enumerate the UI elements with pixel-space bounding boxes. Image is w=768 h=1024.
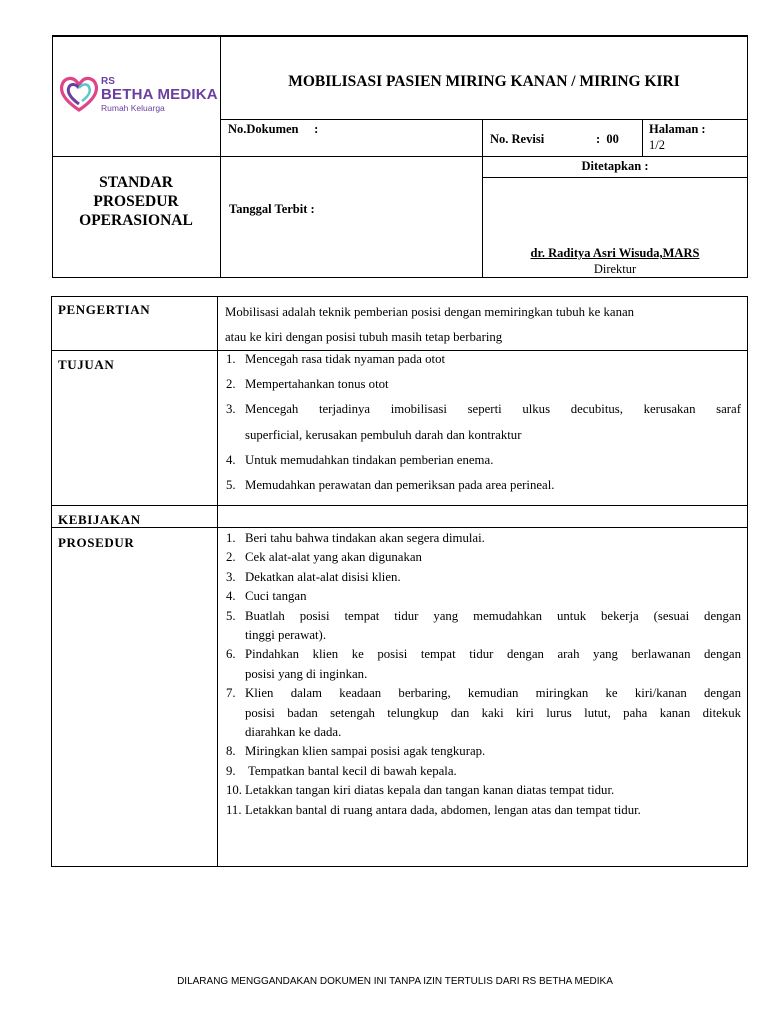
tujuan-item-1: Mencegah rasa tidak nyaman pada otot <box>245 352 446 366</box>
tujuan-num-2: 2. <box>226 377 236 391</box>
prosedur-num-2: 2. <box>226 550 236 565</box>
prosedur-num-4: 4. <box>226 589 236 604</box>
director-title: Direktur <box>593 262 637 276</box>
sop-line-3: OPERASIONAL <box>79 212 193 229</box>
heart-logo-icon <box>58 74 100 114</box>
prosedur-item-1: Beri tahu bahwa tindakan akan segera dimulai. <box>245 531 485 545</box>
hospital-logo <box>58 72 218 116</box>
sop-heading <box>52 173 220 230</box>
tujuan-label: TUJUAN <box>58 357 115 372</box>
prosedur-item-7: Klien dalam keadaan berbaring, kemudian miringkan ke kiri/kanan dengan <box>245 686 741 701</box>
pengertian-label: PENGERTIAN <box>58 302 151 317</box>
tanggal-terbit-label: Tanggal Terbit : <box>229 202 315 216</box>
prosedur-item-11: Letakkan bantal di ruang antara dada, abdomen, lengan atas dan tempat tidur. <box>245 802 641 817</box>
document-title: MOBILISASI PASIEN MIRING KANAN / MIRING KIRI <box>288 73 680 90</box>
director-name: dr. Raditya Asri Wisuda,MARS <box>530 246 700 260</box>
prosedur-num-5: 5. <box>226 608 236 623</box>
prosedur-item-4: Cuci tangan <box>245 589 307 604</box>
prosedur-num-11: 11. <box>226 802 242 817</box>
kebijakan-label: KEBIJAKAN <box>58 512 141 527</box>
sop-line-1: STANDAR <box>99 174 173 191</box>
no-dokumen-label: No.Dokumen : <box>228 122 319 136</box>
halaman-label: Halaman : <box>649 122 706 136</box>
tujuan-num-3: 3. <box>226 402 236 416</box>
tujuan-item-3-cont: superficial, kerusakan pembuluh darah dan kontraktur <box>245 428 522 442</box>
sop-line-2: PROSEDUR <box>93 193 179 210</box>
prosedur-item-7-cont: posisi badan setengah telungkup dan kaki kiri lurus lutut, paha kanan ditekuk <box>245 705 741 720</box>
pengertian-text-line-2: atau ke kiri dengan posisi tubuh masih tetap berbaring <box>225 330 503 344</box>
tujuan-item-3: Mencegah terjadinya imobilisasi seperti ulkus decubitus, kerusakan saraf <box>245 402 741 416</box>
prosedur-num-8: 8. <box>226 744 236 759</box>
prosedur-label: PROSEDUR <box>58 535 135 550</box>
pengertian-text-line-1: Mobilisasi adalah teknik pemberian posisi dengan memiringkan tubuh ke kanan <box>225 305 635 319</box>
prosedur-item-8: Miringkan klien sampai posisi agak tengkurap. <box>245 744 486 759</box>
prosedur-item-5: Buatlah posisi tempat tidur yang memudahkan untuk bekerja (sesuai dengan <box>245 608 741 623</box>
prosedur-item-3: Dekatkan alat-alat disisi klien. <box>245 569 401 584</box>
tujuan-num-5: 5. <box>226 478 236 492</box>
logo-rs-text: RS <box>101 76 115 87</box>
prosedur-num-10: 10. <box>226 783 242 798</box>
tujuan-item-4: Untuk memudahkan tindakan pemberian enema. <box>245 453 494 467</box>
prosedur-num-1: 1. <box>226 531 236 545</box>
prosedur-num-7: 7. <box>226 686 236 701</box>
tujuan-item-5: Memudahkan perawatan dan pemeriksan pada area perineal. <box>245 478 555 492</box>
logo-name-text: BETHA MEDIKA <box>101 86 218 103</box>
ditetapkan-label: Ditetapkan : <box>581 159 649 173</box>
no-revisi-label: No. Revisi <box>490 132 545 146</box>
logo-tagline-text: Rumah Keluarga <box>101 103 165 113</box>
tujuan-item-2: Mempertahankan tonus otot <box>245 377 389 391</box>
prosedur-item-5-cont: tinggi perawat). <box>245 628 327 642</box>
tujuan-num-1: 1. <box>226 352 236 366</box>
prosedur-num-9: 9. <box>226 763 236 778</box>
tujuan-num-4: 4. <box>226 453 236 467</box>
prosedur-item-2: Cek alat-alat yang akan digunakan <box>245 550 422 565</box>
footer-notice: DILARANG MENGGANDAKAN DOKUMEN INI TANPA IZIN TERTULIS DARI RS BETHA MEDIKA <box>177 976 613 987</box>
prosedur-item-6: Pindahkan klien ke posisi tempat tidur dengan arah yang berlawanan dengan <box>245 647 741 662</box>
halaman-value: 1/2 <box>649 138 665 152</box>
no-revisi-value: : 00 <box>596 132 619 146</box>
prosedur-num-6: 6. <box>226 647 236 662</box>
prosedur-num-3: 3. <box>226 569 236 584</box>
prosedur-item-6-cont: posisi yang di inginkan. <box>245 666 368 681</box>
prosedur-item-10: Letakkan tangan kiri diatas kepala dan tangan kanan diatas tempat tidur. <box>245 783 615 798</box>
prosedur-item-7-cont2: diarahkan ke dada. <box>245 725 342 739</box>
prosedur-item-9: Tempatkan bantal kecil di bawah kepala. <box>245 763 457 778</box>
